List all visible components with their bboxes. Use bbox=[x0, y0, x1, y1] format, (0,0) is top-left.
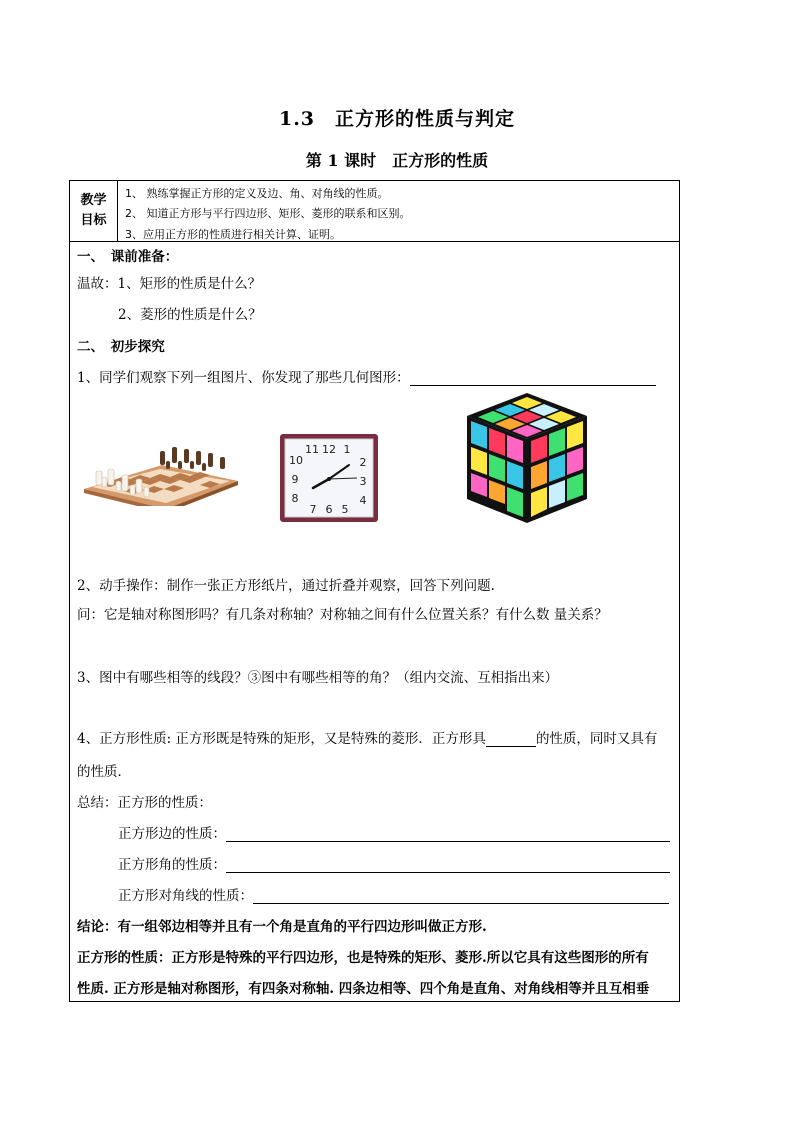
diagonal-property-line: 正方形对角线的性质： bbox=[118, 884, 669, 904]
svg-text:3: 3 bbox=[359, 475, 367, 488]
svg-text:6: 6 bbox=[325, 503, 333, 516]
diagonal-property-blank[interactable] bbox=[253, 889, 669, 904]
goals-row bbox=[70, 181, 679, 242]
rubiks-cube-image bbox=[462, 391, 592, 531]
svg-text:2: 2 bbox=[359, 456, 367, 469]
answer-blank-1[interactable] bbox=[410, 371, 656, 386]
clock-image bbox=[279, 433, 379, 523]
property-text-1: 正方形的性质：正方形是特殊的平行四边形，也是特殊的矩形、菱形.所以它具有这些图形的所有 bbox=[77, 950, 649, 966]
property-text-2: 性质. 正方形是轴对称图形，有四条对称轴. 四条边相等、四个角是直角、对角线相等并且互相垂 bbox=[77, 981, 650, 997]
svg-text:7: 7 bbox=[309, 503, 317, 516]
question-4-cont: 的性质． bbox=[77, 764, 131, 780]
angle-property-line: 正方形角的性质： bbox=[118, 853, 670, 873]
review-question-1: 温故：1、矩形的性质是什么？ bbox=[77, 276, 262, 292]
conclusion-text: 结论：有一组邻边相等并且有一个角是直角的平行四边形叫做正方形. bbox=[77, 919, 487, 935]
side-property-blank[interactable] bbox=[226, 827, 670, 842]
svg-text:4: 4 bbox=[359, 494, 367, 507]
question-4: 4、正方形性质: 正方形既是特殊的矩形，又是特殊的菱形．正方形具 的性质，同时又具有 bbox=[77, 731, 658, 747]
svg-text:5: 5 bbox=[341, 503, 349, 516]
summary-heading: 总结：正方形的性质： bbox=[77, 795, 212, 811]
question-2: 2、动手操作：制作一张正方形纸片，通过折叠并观察，回答下列问题. bbox=[77, 578, 495, 594]
section-heading-explore: 二、 初步探究 bbox=[77, 339, 165, 355]
lesson-subtitle: 第 1 课时 正方形的性质 bbox=[305, 151, 489, 170]
goal-item-1: 1、 熟练掌握正方形的定义及边、角、对角线的性质。 bbox=[125, 187, 389, 200]
lesson-table bbox=[69, 180, 680, 1002]
page-title: 1.3 正方形的性质与判定 bbox=[278, 108, 516, 130]
svg-text:11: 11 bbox=[305, 443, 319, 456]
answer-blank-4[interactable] bbox=[486, 732, 536, 747]
svg-text:12: 12 bbox=[322, 443, 336, 456]
svg-text:8: 8 bbox=[291, 492, 299, 505]
side-property-line: 正方形边的性质： bbox=[118, 822, 670, 842]
question-3: 3、图中有哪些相等的线段？③图中有哪些相等的角？（组内交流、互相指出来） bbox=[77, 670, 559, 686]
goal-item-3: 3、应用正方形的性质进行相关计算、证明。 bbox=[125, 228, 341, 241]
goals-label: 教学目标 bbox=[70, 181, 118, 241]
question-1: 1、同学们观察下列一组图片、你发现了那些几何图形： bbox=[77, 366, 656, 386]
section-heading-prep: 一、 课前准备： bbox=[77, 249, 179, 265]
goal-item-2: 2、 知道正方形与平行四边形、矩形、菱形的联系和区别。 bbox=[125, 207, 411, 220]
angle-property-blank[interactable] bbox=[226, 858, 670, 873]
svg-text:9: 9 bbox=[291, 473, 299, 486]
review-question-2: 2、菱形的性质是什么？ bbox=[118, 307, 262, 323]
svg-text:1: 1 bbox=[343, 443, 351, 456]
chessboard-image bbox=[80, 431, 240, 506]
question-2-detail: 问：它是轴对称图形吗？有几条对称轴？对称轴之间有什么位置关系？有什么数 量关系？ bbox=[77, 607, 608, 623]
svg-text:10: 10 bbox=[289, 454, 303, 467]
